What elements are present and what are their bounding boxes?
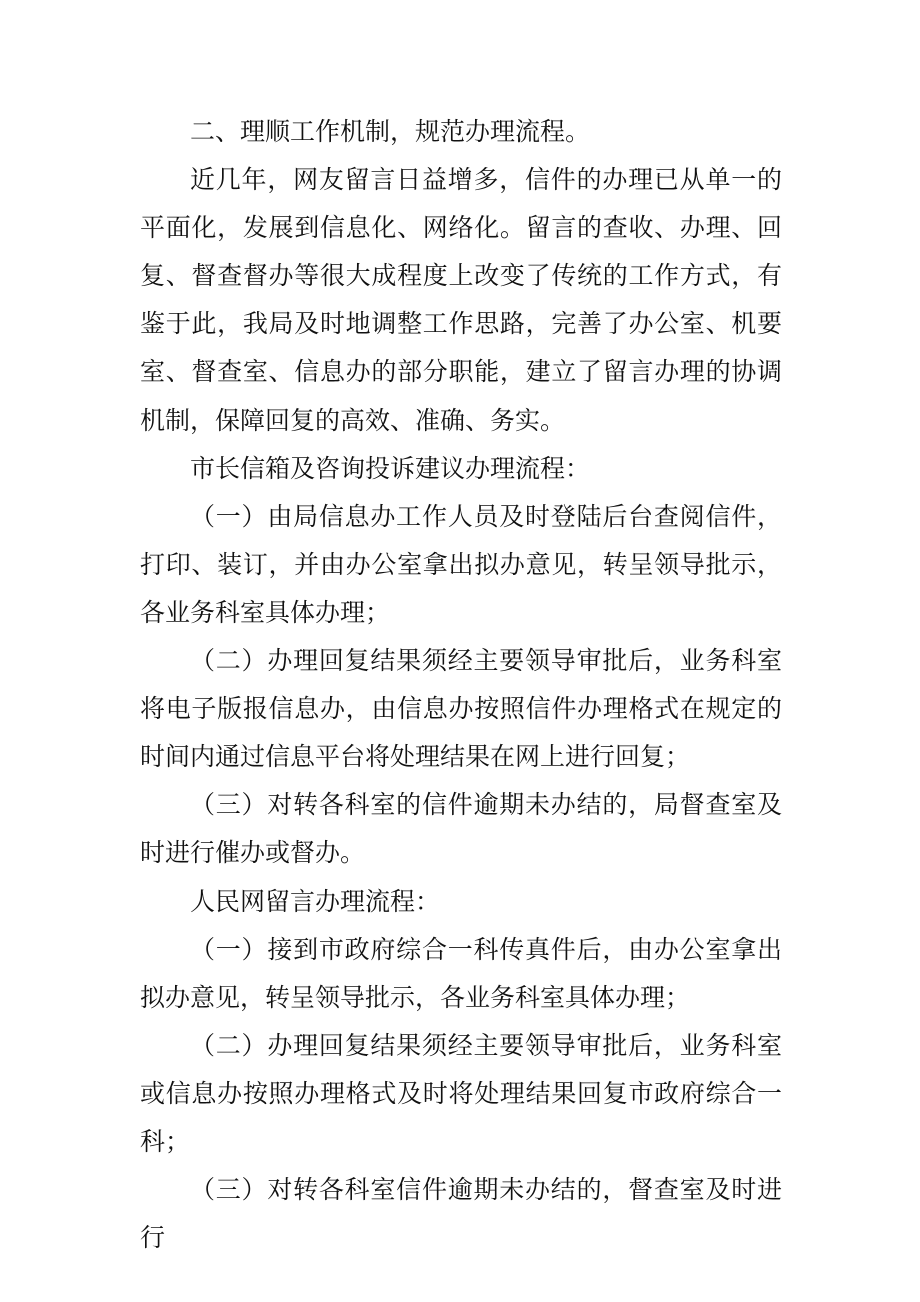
subheading-mayor-mailbox-process: 市长信箱及咨询投诉建议办理流程： [190,453,591,483]
paragraph-background: 近几年，网友留言日益增多，信件的办理已从单一的平面化，发展到信息化、网络化。留言的查收、办理、回复、督查督办等很大成程度上改变了传统的工作方式，有鉴于此，我局及时地调整工作思路，完善了办公室、机要室、督查室、信息办的部分职能，建立了留言办理的协调机制，保障回复的高效、准确、务实。 [140,165,782,435]
list-item-peoples-net-step-3: （三）对转各科室信件逾期未办结的，督查室及时进行 [140,1175,782,1253]
list-item-peoples-net-step-1: （一）接到市政府综合一科传真件后，由办公室拿出拟办意见，转呈领导批示，各业务科室具体办理； [140,934,782,1012]
list-item-mailbox-step-3: （三）对转各科室的信件逾期未办结的，局督查室及时进行催办或督办。 [140,790,782,868]
heading-section-two: 二、理顺工作机制，规范办理流程。 [190,117,591,146]
list-item-mailbox-step-1: （一）由局信息办工作人员及时登陆后台查阅信件，打印、装订，并由办公室拿出拟办意见，转呈领导批示，各业务科室具体办理； [140,501,782,627]
subheading-peoples-net-process: 人民网留言办理流程： [190,886,441,916]
document-body [140,108,782,1262]
list-item-mailbox-step-2: （二）办理回复结果须经主要领导审批后，业务科室将电子版报信息办，由信息办按照信件办理格式在规定的时间内通过信息平台将处理结果在网上进行回复； [140,646,782,772]
list-item-peoples-net-step-2: （二）办理回复结果须经主要领导审批后，业务科室或信息办按照办理格式及时将处理结果回复市政府综合一科； [140,1030,782,1156]
